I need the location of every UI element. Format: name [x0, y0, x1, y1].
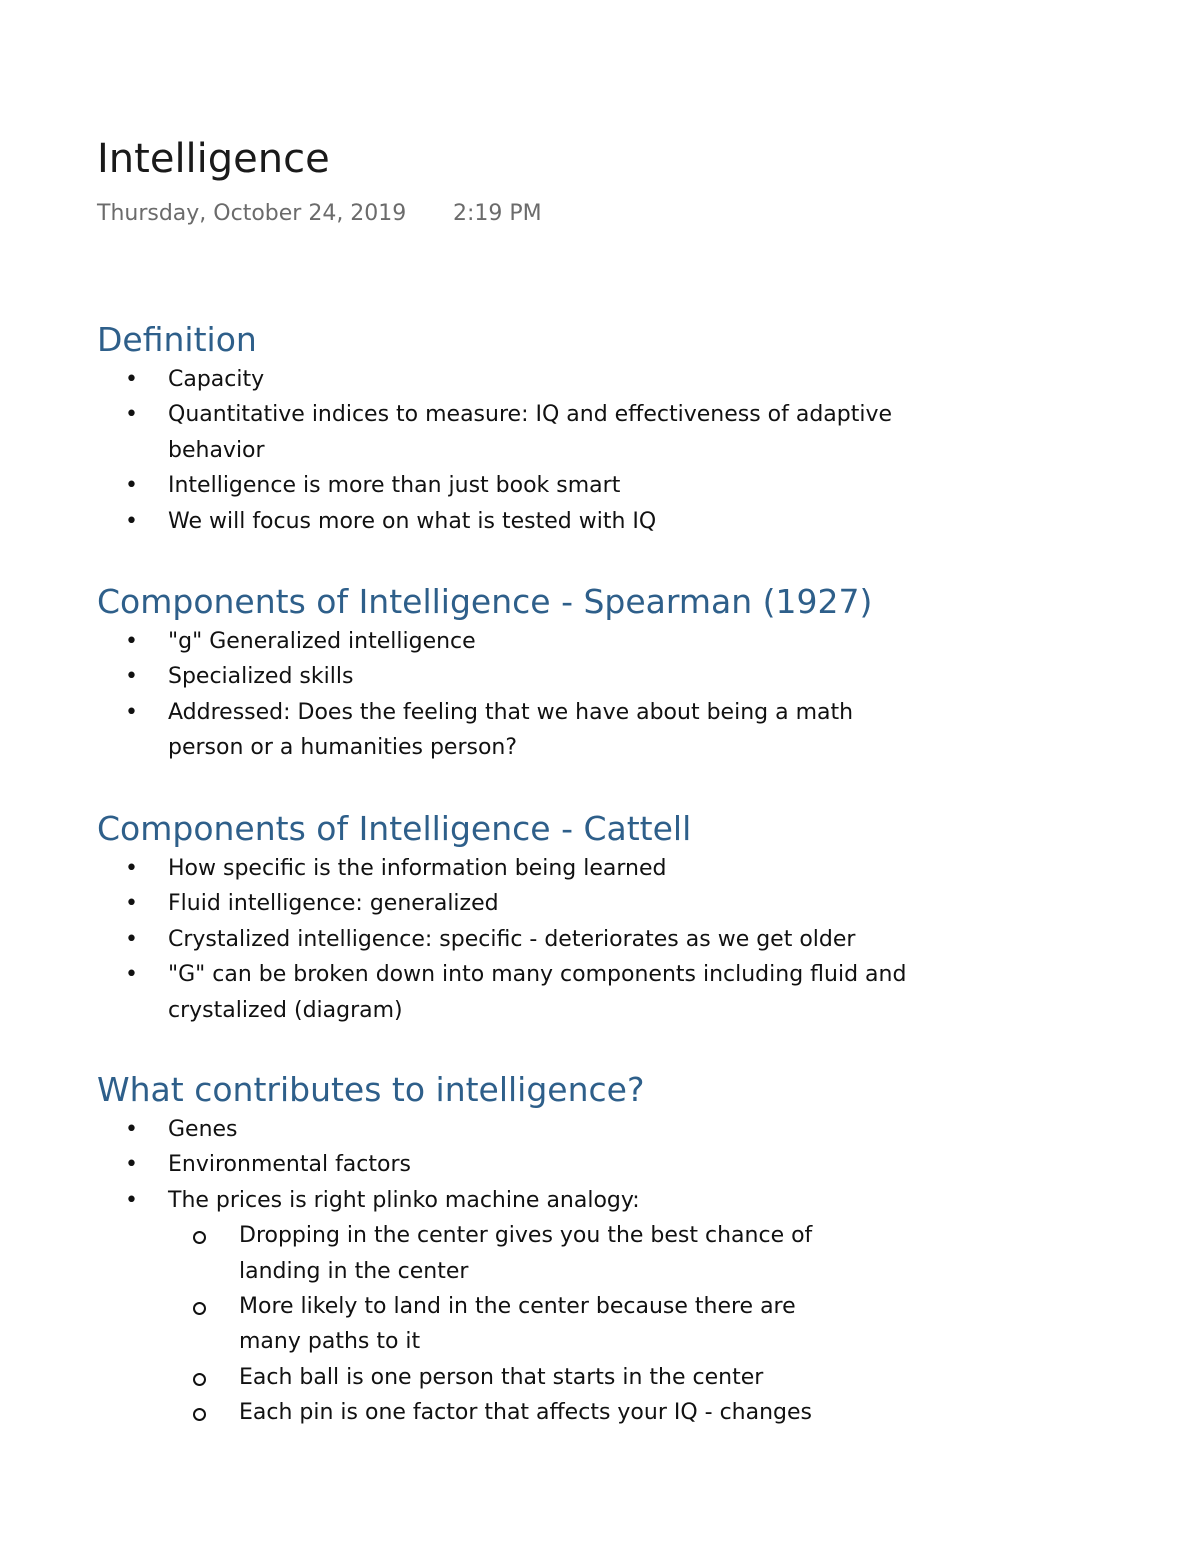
bullet-list	[97, 851, 997, 1028]
note-timestamp	[97, 199, 542, 229]
list-item: • Specialized skills	[97, 659, 908, 694]
list-item: • Quantitative indices to measure: IQ and effectiveness of adaptive behavior	[97, 397, 908, 468]
list-item: • Intelligence is more than just book smart	[97, 468, 908, 503]
section-heading: Definition	[97, 320, 257, 359]
section-cattell	[97, 807, 997, 1028]
list-item: • Capacity	[97, 362, 908, 397]
sub-list-item: More likely to land in the center because there are many paths to it	[168, 1289, 839, 1360]
sub-list-item: Each pin is one factor that affects your IQ - changes	[168, 1395, 839, 1430]
sub-list-item: Dropping in the center gives you the best chance of landing in the center	[168, 1218, 839, 1289]
list-item: • Addressed: Does the feeling that we have about being a math person or a humanities person?	[97, 695, 908, 766]
page-title: Intelligence	[97, 136, 330, 182]
bullet-list	[97, 362, 997, 539]
sub-list-item: Each ball is one person that starts in the center	[168, 1360, 839, 1395]
section-heading: Components of Intelligence - Spearman (1927)	[97, 582, 873, 621]
sub-bullet-list	[168, 1218, 908, 1430]
section-definition	[97, 318, 997, 539]
section-spearman	[97, 580, 997, 766]
list-item: • Genes	[97, 1112, 908, 1147]
list-item-label: The prices is right plinko machine analogy:	[168, 1187, 640, 1213]
list-item: • Crystalized intelligence: specific - deteriorates as we get older	[97, 922, 908, 957]
note-time: 2:19 PM	[453, 201, 542, 226]
list-item: • Fluid intelligence: generalized	[97, 886, 908, 921]
section-heading: Components of Intelligence - Cattell	[97, 809, 692, 848]
list-item	[97, 1183, 908, 1431]
list-item: • How specific is the information being learned	[97, 851, 908, 886]
list-item: • "g" Generalized intelligence	[97, 624, 908, 659]
list-item: • "G" can be broken down into many components including fluid and crystalized (diagram)	[97, 957, 908, 1028]
bullet-list	[97, 624, 997, 766]
bullet-list	[97, 1112, 997, 1431]
note-date: Thursday, October 24, 2019	[97, 201, 407, 226]
list-item: • Environmental factors	[97, 1147, 908, 1182]
list-item: • We will focus more on what is tested with IQ	[97, 504, 908, 539]
section-contributors	[97, 1068, 997, 1431]
section-heading: What contributes to intelligence?	[97, 1070, 645, 1109]
